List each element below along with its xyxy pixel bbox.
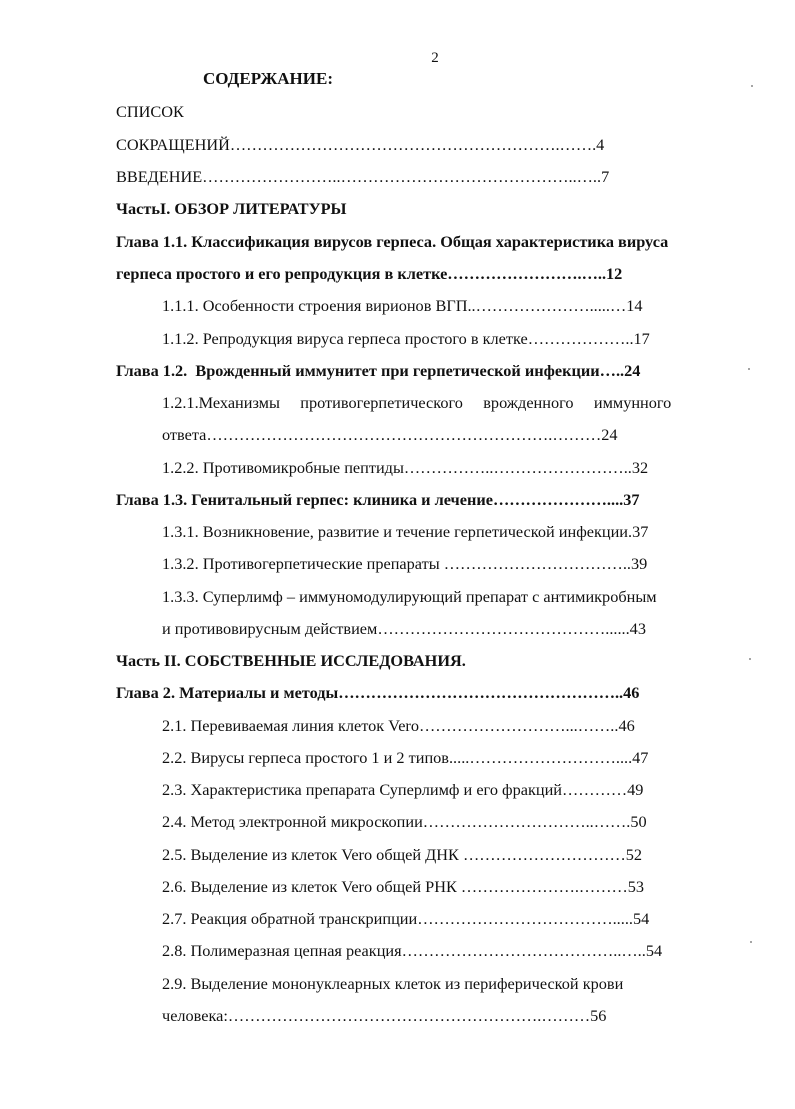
toc-part-heading: ЧастьI. ОБЗОР ЛИТЕРАТУРЫ	[116, 199, 347, 218]
toc-line: СПИСОК	[116, 102, 184, 121]
toc-section: 2.6. Выделение из клеток Vero общей РНК ………………….………53	[162, 877, 645, 896]
toc-section: 2.3. Характеристика препарата Суперлимф и его фракций…………49	[162, 780, 644, 799]
toc-line: ВВЕДЕНИЕ……………………..……………………………………..…..7	[116, 167, 610, 186]
toc-section: 1.3.3. Суперлимф – иммуномодулирующий препарат с антимикробным	[162, 587, 657, 606]
toc-section: 2.1. Перевиваемая линия клеток Vero………………………...……..46	[162, 716, 635, 735]
toc-section-cont: человека:………………………………………………….………56	[162, 1006, 607, 1025]
toc-section: 2.5. Выделение из клеток Vero общей ДНК …………………………52	[162, 845, 643, 864]
toc-chapter-line	[116, 682, 639, 704]
page-number: 2	[431, 50, 439, 66]
toc-section: 1.2.1.Механизмы противогерпетического врожденного иммунного	[162, 393, 672, 412]
toc-section-cont: ответа……………………………………………………….………24	[162, 425, 618, 444]
toc-chapter-text: Глава 2. Материалы и методы……………………………………………..46	[116, 683, 640, 702]
toc-section: 2.4. Метод электронной микроскопии…………………………..…….50	[162, 812, 647, 831]
scan-speck	[751, 85, 753, 87]
toc-section: 1.1.2. Репродукция вируса герпеса простого в клетке………………..17	[162, 329, 650, 348]
toc-section: 2.2. Вирусы герпеса простого 1 и 2 типов.....………………………....47	[162, 748, 649, 767]
toc-section: 1.3.2. Противогерпетические препараты ……………………………..39	[162, 554, 648, 573]
page-title: СОДЕРЖАНИЕ:	[203, 69, 334, 88]
toc-part-heading: Часть II. СОБСТВЕННЫЕ ИССЛЕДОВАНИЯ.	[116, 651, 466, 670]
toc-section: 2.7. Реакция обратной транскрипции……………………………….....54	[162, 909, 650, 928]
toc-line: СОКРАЩЕНИЙ…………………………………………………….…….4	[116, 135, 605, 154]
toc-chapter: Глава 1.3. Генитальный герпес: клиника и лечение…………………....37	[116, 490, 640, 509]
toc-section: 1.2.2. Противомикробные пептиды……………..……………………..32	[162, 458, 649, 477]
scan-speck	[750, 941, 752, 943]
toc-section: 2.9. Выделение мононуклеарных клеток из периферической крови	[162, 974, 624, 993]
toc-section-cont: и противовирусным действием……………………………………......43	[162, 619, 646, 638]
toc-section: 1.1.1. Особенности строения вирионов ВГП..………………….....…14	[162, 296, 643, 315]
scan-speck	[748, 368, 750, 370]
toc-section: 1.3.1. Возникновение, развитие и течение герпетической инфекции.37	[162, 522, 649, 541]
toc-section: 2.8. Полимеразная цепная реакция…………………………………..…..54	[162, 941, 663, 960]
toc-chapter-cont	[116, 263, 622, 285]
toc-chapter: Глава 1.1. Классификация вирусов герпеса. Общая характеристика вируса	[116, 232, 669, 251]
toc-chapter-text: герпеса простого и его репродукция в клетке…………………….…..12	[116, 264, 623, 283]
scan-speck	[749, 658, 751, 660]
toc-chapter: Глава 1.2. Врожденный иммунитет при герпетической инфекции…..24	[116, 361, 641, 380]
